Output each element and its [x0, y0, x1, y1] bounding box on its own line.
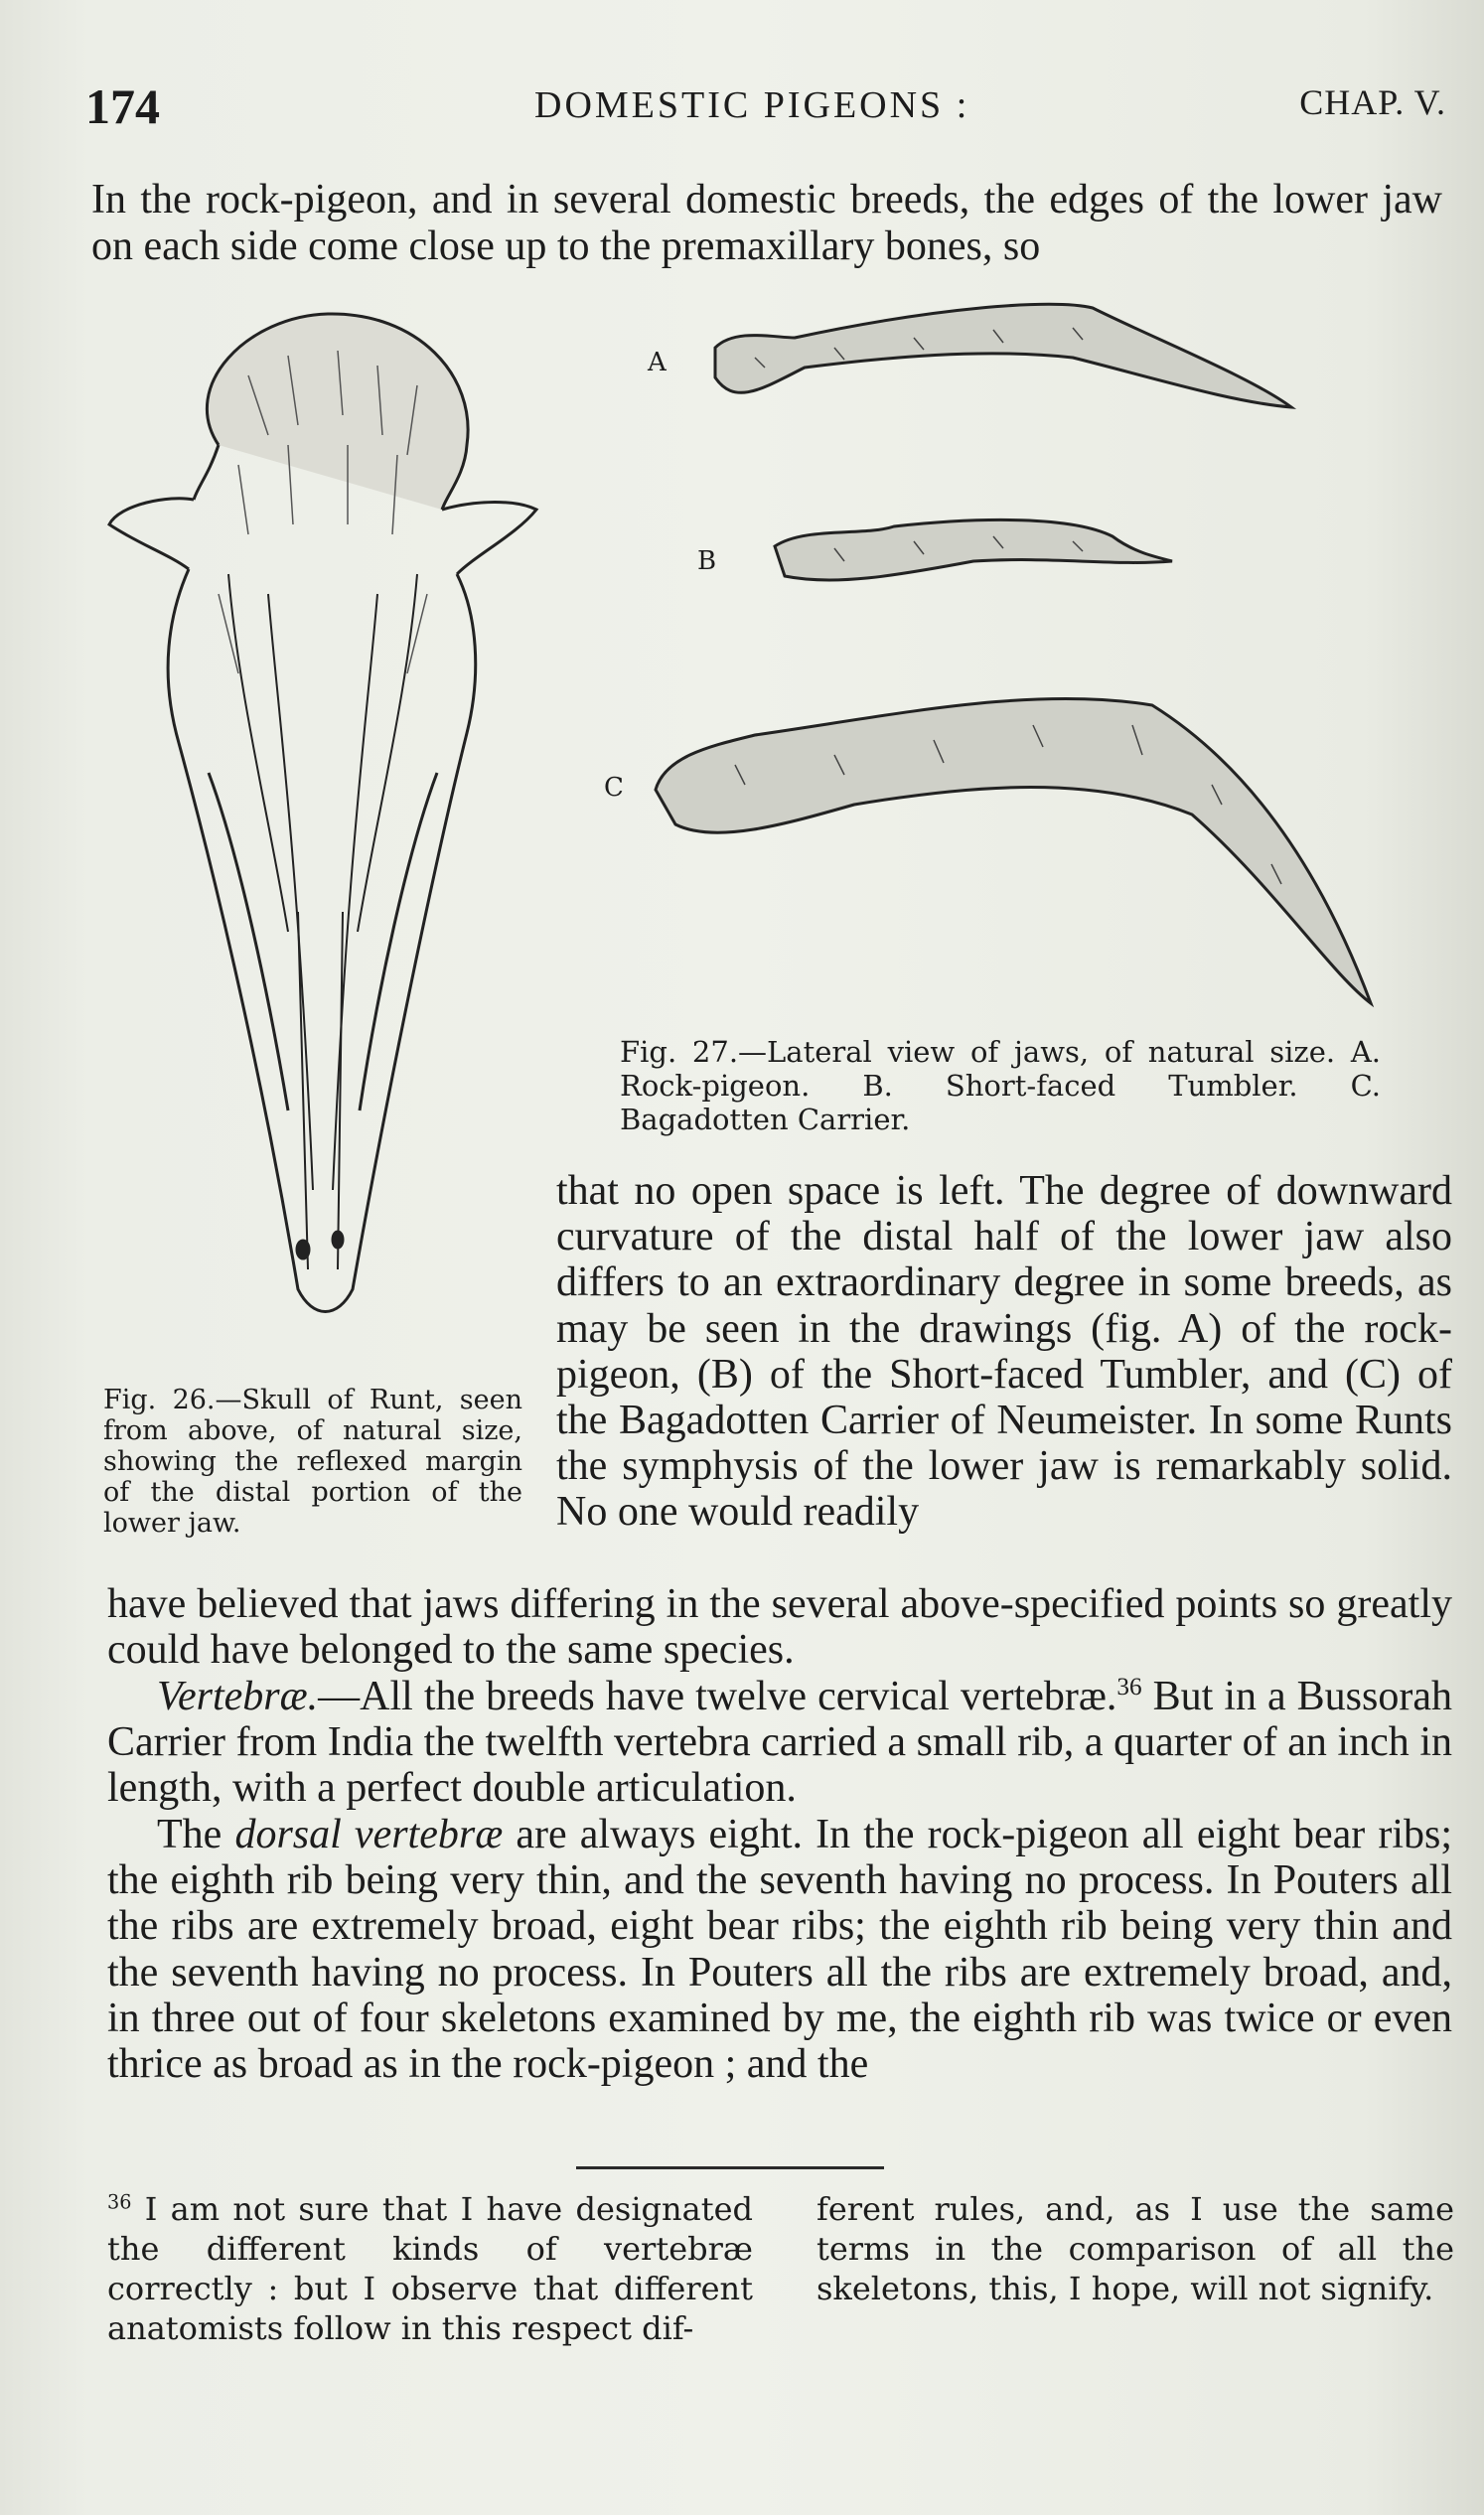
- jaws-illustration: [604, 288, 1391, 1023]
- dorsal-body: are always eight. In the rock-pigeon all eight bear ribs; the eighth rib being very thin, and the seventh having no process. In Pouters all the ribs are extremely broad, eight bear ribs; the eighth rib being very thin and the seventh having no process. In Pouters all the ribs are extremely broad, and, in three out of four skeletons examined by me, the eighth rib was twice or even thrice as broad as in the rock-pigeon ; and the: [107, 1812, 1453, 2088]
- vertebrae-rest: But in a Bussorah Carrier from India the twelfth vertebra carried a small rib, a quarter of an inch in length, with a perfect double articulation.: [107, 1674, 1452, 1812]
- continuation-paragraph: have believed that jaws differing in the several above-specified points so greatly could have belonged to the same species.: [107, 1581, 1452, 1674]
- side-paragraph: that no open space is left. The degree of downward curvature of the distal half of the lower jaw also differs to an extraordinary degree in some breeds, as may be seen in the drawings (fig. A) of the rock-pigeon, (B) of the Short-faced Tumbler, and (C) of the Bagadotten Carrier of Neumeister. In some Runts the symphysis of the lower jaw is remarkably solid. No one would readily: [556, 1168, 1452, 1536]
- footnote-left-text: I am not sure that I have designated the different kinds of vertebræ correctly : but I observe that different anatomists follow in this respect dif-: [107, 2190, 753, 2347]
- footnote-left-column: [107, 2189, 753, 2348]
- fig26-caption: Fig. 26.—Skull of Runt, seen from above, of natural size, showing the reflexed margin of the distal portion of the lower jaw.: [103, 1385, 522, 1539]
- vertebrae-body: —All the breeds have twelve cervical vertebræ.: [318, 1674, 1117, 1719]
- jaw-label-a: A: [648, 348, 667, 377]
- dorsal-paragraph: [107, 1812, 1452, 2087]
- footnote-ref: 36: [1116, 1674, 1142, 1701]
- jaw-label-c: C: [604, 773, 624, 803]
- running-head: DOMESTIC PIGEONS :: [534, 84, 970, 126]
- vertebrae-heading: Vertebræ.: [157, 1674, 319, 1719]
- footnote-right-column: ferent rules, and, as I use the same terms in the comparison of all the skeletons, this, I hope, will not signify.: [816, 2190, 1454, 2307]
- footnote-rule: [576, 2166, 884, 2169]
- chapter-label: CHAP. V.: [1299, 82, 1446, 122]
- page-header: [85, 77, 1446, 137]
- jaw-label-b: B: [697, 546, 717, 576]
- vertebrae-paragraph: [107, 1674, 1452, 1812]
- skull-illustration: [99, 296, 546, 1369]
- fig27-caption: Fig. 27.—Lateral view of jaws, of natural size. A. Rock-pigeon. B. Short-faced Tumbler. C. Bagadotten Carrier.: [620, 1035, 1381, 1136]
- opening-paragraph: In the rock-pigeon, and in several domestic breeds, the edges of the lower jaw on each side come close up to the premaxillary bones, so: [91, 177, 1442, 269]
- page-number: 174: [85, 78, 160, 134]
- footnote-marker: 36: [107, 2190, 132, 2214]
- jaws-drawing: [636, 288, 1391, 1023]
- dorsal-term: dorsal vertebræ: [234, 1812, 504, 1857]
- dorsal-lead: The: [157, 1812, 235, 1857]
